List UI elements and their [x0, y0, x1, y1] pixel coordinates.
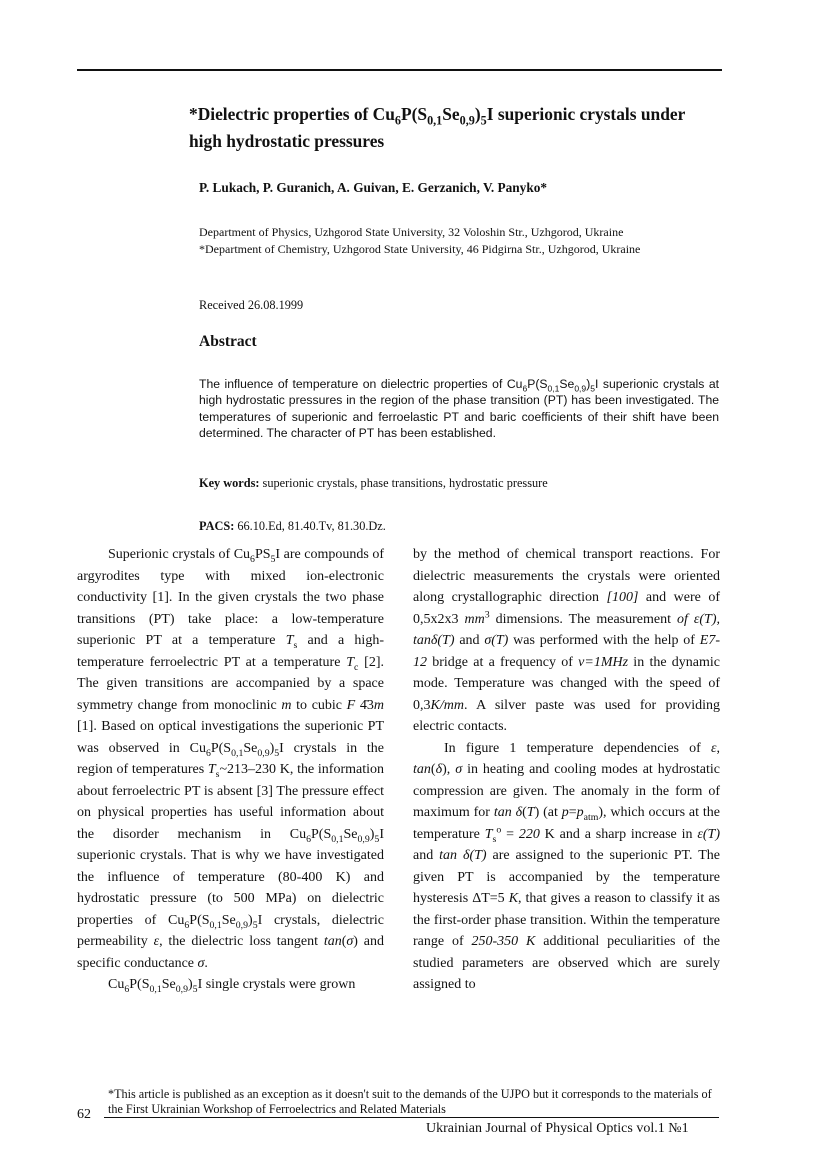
keywords-label: Key words:	[199, 476, 260, 490]
received-date: Received 26.08.1999	[199, 298, 304, 312]
abstract-heading: Abstract	[199, 333, 257, 350]
page-number: 62	[77, 1107, 91, 1122]
body-paragraph: In figure 1 temperature dependencies of ε, tan(δ), σ in heating and cooling modes at hydrostatic compression are given. The anomaly in the form of maximum for tan δ(T) (at $p=p_{atm}$), which occurs at the temperature $T_s^o = 220$ K and a sharp increase in ε(T) and tan δ(T) are assigned to the superionic PT. The given PT is accompanied by the temperature hysteresis ΔT=5 K, that gives a reason to classify it as the first-order phase transition. Within the temperature range of 250-350 K additional peculiarities of the studied parameters are observed which are surely assigned to	[413, 740, 720, 992]
pacs	[199, 519, 386, 534]
article-title: *Dielectric properties of $Cu_6P(S_{0,1}Se_{0,9})_5I$ superionic crystals under high hydrostatic pressures	[189, 104, 685, 151]
keywords	[199, 476, 719, 491]
affiliation-chemistry: *Department of Chemistry, Uzhgorod State University, 46 Pidgirna Str., Uzhgorod, Ukraine	[199, 242, 641, 256]
pacs-codes: 66.10.Ed, 81.40.Tv, 81.30.Dz.	[237, 519, 386, 533]
body-paragraph: by the method of chemical transport reactions. For dielectric measurements the crystals were oriented along crystallographic direction [100] and were of 0,5x2x3 $mm^3$ dimensions. The measurement of ε(T), tanδ(T) and σ(T) was performed with the help of E7-12 bridge at a frequency of ν=1MHz in the dynamic mode. Temperature was changed with the speed of 0,3K/mm. A silver paste was used for providing electric contacts.	[413, 547, 720, 734]
body-paragraph: Superionic crystals of $Cu_6PS_5I$ are compounds of argyrodites type with mixed ion-electronic conductivity [1]. In the given crystals the two phase transitions (PT) take place: a low-temperature superionic PT at a temperature $T_s$ and a high-temperature ferroelectric PT at a temperature $T_c$ [2]. The given transitions are accompanied by a space symmetry change from monoclinic m to cubic F 4̄3m [1]. Based on optical investigations the superionic PT was observed in $Cu_6P(S_{0,1}Se_{0,9})_5I$ crystals in the region of temperatures $T_s\sim 213-230$ K, the information about ferroelectric PT is absent [3] The pressure effect on physical properties has useful information about the disorder mechanism in $Cu_6P(S_{0,1}Se_{0,9})_5I$ superionic crystals. That is why we have investigated the influence of temperature (80-400 K) and hydrostatic pressure (to 500 MPa) on dielectric properties of $Cu_6P(S_{0,1}Se_{0,9})_5I$ crystals, dielectric permeability ε, the dielectric loss tangent tan(σ) and specific conductance σ.	[77, 547, 384, 971]
body-paragraph: $Cu_6P(S_{0,1}Se_{0,9})_5I$ single crystals were grown	[108, 977, 356, 995]
left-column	[77, 544, 384, 996]
pacs-label: PACS:	[199, 519, 235, 533]
footnote: *This article is published as an exception as it doesn't suit to the demands of the UJPO but it corresponds to the materials of the First Ukrainian Workshop of Ferroelectrics and Related Materials	[108, 1087, 712, 1116]
journal-footer: Ukrainian Journal of Physical Optics vol.1 №1	[426, 1121, 689, 1136]
right-column	[413, 544, 720, 996]
author-list: P. Lukach, P. Guranich, A. Guivan, E. Gerzanich, V. Panyko*	[199, 180, 548, 195]
keywords-text: superionic crystals, phase transitions, hydrostatic pressure	[262, 476, 548, 490]
footer-rule	[104, 1117, 719, 1118]
abstract-text: The influence of temperature on dielectric properties of $Cu_6P(S_{0,1}Se_{0,9})_5I$ superionic crystals at high hydrostatic pressures in the region of the phase transition (PT) has been investigated. The temperatures of superionic and ferroelastic PT and baric coefficients of their shift have been determined. The character of PT has been established.	[199, 377, 719, 440]
affiliation-physics: Department of Physics, Uzhgorod State University, 32 Voloshin Str., Uzhgorod, Ukraine	[199, 225, 624, 239]
affiliations	[199, 224, 719, 258]
header-rule	[77, 69, 722, 71]
